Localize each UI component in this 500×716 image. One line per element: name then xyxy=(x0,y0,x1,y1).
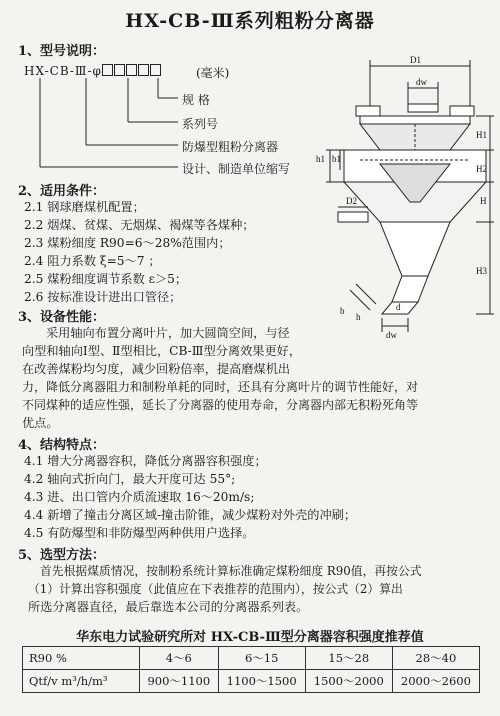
legend-type: 防爆型粗粉分离器 xyxy=(182,140,279,154)
condition-item: 2.6 按标准设计进出口管径； xyxy=(24,290,182,304)
table-cell: 28～40 xyxy=(392,647,479,670)
section-3-heading: 3、设备性能： xyxy=(18,310,106,325)
performance-line: 在改善煤粉均匀度，减少回粉倍率，提高磨煤机出 xyxy=(22,362,291,376)
legend-maker: 设计、制造单位缩写 xyxy=(182,162,291,176)
table-row xyxy=(23,670,480,693)
section-4-heading: 4、结构特点： xyxy=(18,438,106,453)
label-H3: H3 xyxy=(476,266,487,276)
performance-line: 优点。 xyxy=(22,416,59,430)
table-cell: 6～15 xyxy=(218,647,305,670)
label-D1: D1 xyxy=(410,55,421,65)
row-header-r90: R90 % xyxy=(23,647,140,670)
unit-label: (毫米) xyxy=(196,66,230,80)
selection-line: （1）计算出容积强度（此值应在下表推荐的范围内），按公式（2）算出 xyxy=(28,582,403,596)
feature-item: 4.4 新增了撞击分离区域-撞击阶锥，减少煤粉对外壳的冲刷； xyxy=(24,508,357,522)
condition-item: 2.4 阻力系数 ξ=5～7 ； xyxy=(24,254,161,268)
table-row xyxy=(23,647,480,670)
label-d: d xyxy=(396,302,401,312)
feature-item: 4.1 增大分离器容积，降低分离器容积强度； xyxy=(24,454,267,468)
recommendation-table xyxy=(22,646,480,693)
feature-item: 4.2 轴向式折向门，最大开度可达 55°; xyxy=(24,472,236,486)
section-1-heading: 1、型号说明： xyxy=(18,44,106,59)
table-cell: 900～1100 xyxy=(140,670,219,693)
model-code-text: HX-CB-Ⅲ-φ xyxy=(24,64,102,78)
page-title: HX-CB-Ⅲ系列粗粉分离器 xyxy=(125,10,375,32)
legend-spec: 规 格 xyxy=(182,93,210,107)
label-b: b xyxy=(340,306,345,316)
performance-line: 采用轴向布置分离叶片，加大圆筒空间，与径 xyxy=(46,326,290,340)
condition-item: 2.1 钢球磨煤机配置； xyxy=(24,200,145,214)
label-h: h xyxy=(356,312,361,322)
label-D2: D2 xyxy=(346,196,357,206)
label-dw-top: dw xyxy=(416,77,427,87)
label-H2: H2 xyxy=(476,164,487,174)
section-2-heading: 2、适用条件： xyxy=(18,184,106,199)
condition-item: 2.2 烟煤、贫煤、无烟煤、褐煤等各煤种； xyxy=(24,218,255,232)
table-cell: 15～28 xyxy=(305,647,392,670)
performance-line: 不同煤种的适应性强，延长了分离器的使用寿命，分离器内部无积粉死角等 xyxy=(22,398,419,412)
label-dw-bottom: dw xyxy=(386,330,397,340)
table-cell: 2000～2600 xyxy=(392,670,479,693)
label-H: H xyxy=(480,196,487,206)
selection-line: 所选分离器直径，最后靠选本公司的分离器系列表。 xyxy=(28,600,309,614)
label-h1: h1 xyxy=(316,154,325,164)
table-cell: 4～6 xyxy=(140,647,219,670)
table-cell: 1500～2000 xyxy=(305,670,392,693)
feature-item: 4.5 有防爆型和非防爆型两种供用户选择。 xyxy=(24,526,255,540)
label-H1: H1 xyxy=(476,130,487,140)
table-cell: 1100～1500 xyxy=(218,670,305,693)
legend-series: 系列号 xyxy=(182,117,219,131)
condition-item: 2.3 煤粉细度 R90=6～28%范围内； xyxy=(24,236,231,250)
separator-diagram xyxy=(300,52,496,342)
section-5-heading: 5、选型方法： xyxy=(18,548,106,563)
selection-line: 首先根据煤质情况，按制粉系统计算标准确定煤粉细度 R90值，再按公式 xyxy=(40,564,422,578)
performance-line: 向型和轴向Ⅰ型、Ⅱ型相比，CB-Ⅲ型分离效果更好， xyxy=(22,344,302,358)
performance-line: 力，降低分离器阻力和制粉单耗的同时，还具有分离叶片的调节性能好，对 xyxy=(22,380,419,394)
table-title: 华东电力试验研究所对 HX-CB-Ⅲ型分离器容积强度推荐值 xyxy=(76,630,424,645)
feature-item: 4.3 进、出口管内介质流速取 16～20m/s; xyxy=(24,490,255,504)
row-header-qtf: Qtf/v m³/h/m³ xyxy=(23,670,140,693)
label-b1: b1 xyxy=(332,154,341,164)
condition-item: 2.5 煤粉细度调节系数 ε＞5； xyxy=(24,272,188,286)
